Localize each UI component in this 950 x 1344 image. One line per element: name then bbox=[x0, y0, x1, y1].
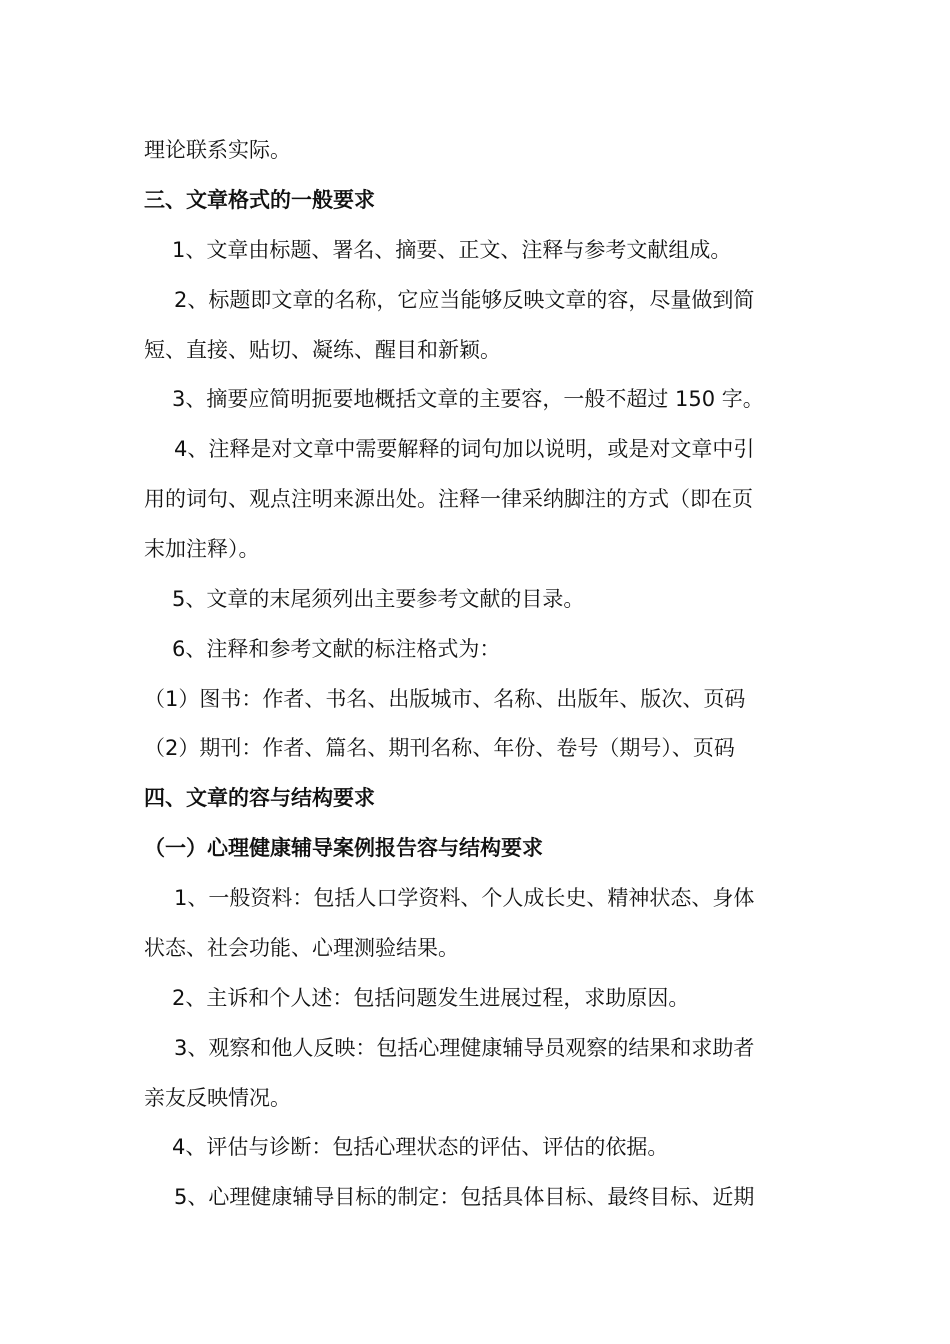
text-line: 5、文章的末尾须列出主要参考文献的目录。 bbox=[172, 587, 585, 611]
section-heading: 四、文章的容与结构要求 bbox=[144, 786, 375, 810]
text-line: 4、注释是对文章中需要解释的词句加以说明，或是对文章中引 bbox=[174, 437, 755, 461]
text-line: 亲友反映情况。 bbox=[144, 1086, 291, 1110]
text-line: 1、一般资料：包括人口学资料、个人成长史、精神状态、身体 bbox=[174, 886, 755, 910]
text-line: 2、主诉和个人述：包括问题发生进展过程，求助原因。 bbox=[172, 986, 690, 1010]
text-line: 3、摘要应简明扼要地概括文章的主要容，一般不超过 150 字。 bbox=[172, 387, 764, 411]
text-line: 4、评估与诊断：包括心理状态的评估、评估的依据。 bbox=[172, 1135, 669, 1159]
text-line: 1、文章由标题、署名、摘要、正文、注释与参考文献组成。 bbox=[172, 238, 732, 262]
text-line: 5、心理健康辅导目标的制定：包括具体目标、最终目标、近期 bbox=[174, 1185, 755, 1209]
text-line: 状态、社会功能、心理测验结果。 bbox=[144, 936, 459, 960]
subsection-heading: （一）心理健康辅导案例报告容与结构要求 bbox=[144, 836, 543, 860]
text-line: 短、直接、贴切、凝练、醒目和新颖。 bbox=[144, 338, 501, 362]
text-line: 3、观察和他人反映：包括心理健康辅导员观察的结果和求助者 bbox=[174, 1036, 755, 1060]
text-line: 用的词句、观点注明来源出处。注释一律采纳脚注的方式（即在页 bbox=[144, 487, 753, 511]
text-line: 2、标题即文章的名称，它应当能够反映文章的容，尽量做到简 bbox=[174, 288, 755, 312]
text-line: （1）图书：作者、书名、出版城市、名称、出版年、版次、页码 bbox=[144, 687, 746, 711]
text-line: 末加注释）。 bbox=[144, 537, 260, 561]
text-line: （2）期刊：作者、篇名、期刊名称、年份、卷号（期号）、页码 bbox=[144, 736, 735, 760]
text-line: 理论联系实际。 bbox=[144, 138, 291, 162]
text-line: 6、注释和参考文献的标注格式为： bbox=[172, 637, 501, 661]
section-heading: 三、文章格式的一般要求 bbox=[144, 188, 375, 212]
